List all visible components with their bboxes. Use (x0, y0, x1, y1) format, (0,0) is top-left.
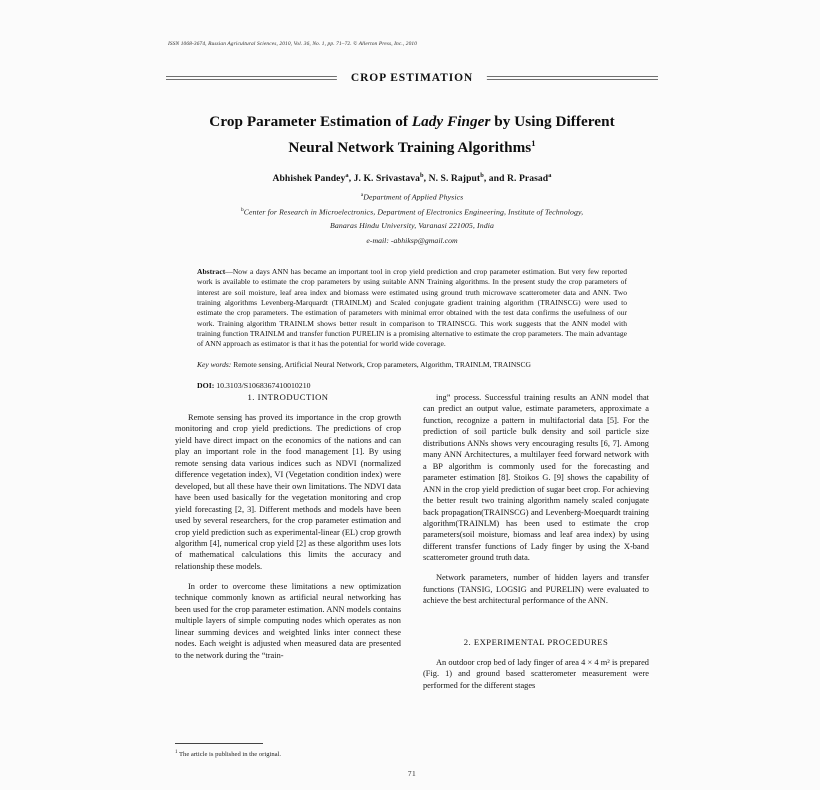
section-banner (166, 67, 658, 89)
doi-line (197, 381, 627, 391)
author-4: R. Prasad (506, 173, 549, 185)
body-columns (175, 392, 649, 691)
keywords-line (197, 360, 627, 370)
affiliation-b (166, 205, 658, 218)
footnote-marker: 1 (175, 750, 178, 755)
affiliation-b-text: Center for Research in Microelectronics, Department of Electronics Engineering, Institute of Technology, (243, 207, 584, 217)
intro-paragraph-2-continued: ing” process. Successful training results an ANN model that can predict an output value, estimate parameters, approximate a function, recognize a pattern in multifactorial data [5]. For the prediction of soil particle bulk density and soil particle size distributions ANNs shows very encouraging results [6, 7]. Among many ANN Architectures, a multilayer feed forward network with a BP algorithm is commonly used for the forecasting and parameter estimation [8]. Stoikos G. [9] shows the capability of ANN in the crop yield prediction of sugar beet crop. For achieving the better result two training algorithm namely scaled conjugate back propagation(TRAINSCG) and Levenberg-Moequardt training algorithm(TRAINLM) has been used to estimate the crop parameters(soil moisture, biomass and leaf area index) by using different transfer functions of Lady finger by using the X-band scatterometer ground truth data. (423, 393, 649, 563)
affiliation-b-marker: b (240, 207, 244, 214)
corresponding-email: e-mail: -abhiksp@gmail.com (366, 235, 458, 245)
left-column (175, 392, 401, 691)
abstract-dash: — (225, 267, 233, 277)
author-4-marker: a (548, 172, 552, 180)
author-list: Abhishek Pandey$^a$, J. K. Srivastava$^b$, N. S. Rajput$^b$, and R. Prasad$^a$ (272, 172, 552, 185)
title-footnote-marker: 1 (531, 137, 536, 148)
title-line-2: Neural Network Training Algorithms (288, 138, 532, 156)
footnote-text (175, 748, 401, 759)
affiliation-a-marker: a (360, 192, 364, 199)
affiliation-a-text: Department of Applied Physics (363, 192, 464, 202)
abstract-text (197, 267, 627, 349)
page-title (166, 112, 658, 158)
right-column (423, 392, 649, 691)
page-content (166, 40, 658, 778)
keywords-text: Remote sensing, Artificial Neural Network, Crop parameters, Algorithm, TRAINLM, TRAINSCG (231, 360, 531, 370)
author-3-marker: b (480, 172, 484, 180)
affiliation-b-line2 (166, 220, 658, 231)
title-italic-term: Lady Finger (411, 113, 491, 130)
title-part-1: Crop Parameter Estimation of (209, 113, 412, 130)
heading-experimental-procedures: 2. EXPERIMENTAL PROCEDURES (463, 636, 609, 647)
abstract-block (197, 267, 627, 391)
intro-paragraph-1: Remote sensing has proved its importance in the crop growth monitoring and crop yield predictions. The predictions of crop yield have direct impact on the economics of the nations and can play an important role in the food management [1]. By using remote sensing data various indices such as NDVI (normalized difference vegetation index), VI (Vegetation condition index) were developed, but all these have their own limitations. The NDVI data have been used basically for the vegetation monitoring and crop yield forecasting [2, 3]. Different methods and models have been used by several researchers, for the crop parameter estimation and crop yield prediction such as experimental-linear (EL) crop growth algorithm [4], numerical crop yield [2] as these algorithm uses lots of mathematical calculations this limits the accuracy and relationship these models. (175, 413, 401, 571)
heading-introduction: 1. INTRODUCTION (247, 392, 329, 402)
footnote-body: The article is published in the original. (177, 751, 282, 759)
section-banner-label: CROP ESTIMATION (337, 67, 487, 89)
author-2-marker: b (419, 172, 424, 180)
affiliation-a (166, 190, 658, 203)
page-footnote (175, 743, 401, 759)
author-3: N. S. Rajput (428, 173, 481, 185)
doi-label: DOI: (197, 380, 215, 390)
title-part-2: by Using Different (490, 113, 615, 130)
affiliation-b-text-line2: Banaras Hindu University, Varanasi 221005, India (330, 221, 494, 231)
page-number: 71 (407, 769, 417, 778)
author-1: Abhishek Pandey (272, 173, 346, 185)
issn-running-head: ISSN 1068-3674, Russian Agricultural Sciences, 2010, Vol. 36, No. 1, pp. 71–72. © Allerton Press, Inc., 2010 (168, 41, 418, 47)
intro-paragraph-2: In order to overcome these limitations a new optimization technique commonly known as artificial neural networking has been used for the crop parameter estimation. ANN models contains multiple layers of simple computing nodes which operates as non linear summing devices and weighted links inter connect these nodes. Each weight is adjusted when measured data are presented to the network during the “train- (175, 581, 401, 660)
intro-paragraph-3: Network parameters, number of hidden layers and transfer functions (TANSIG, LOGSIG and PURELIN) were evaluated to achieve the best architectural performance of the ANN. (423, 573, 649, 606)
author-1-marker: a (345, 172, 349, 180)
keywords-label: Key words: (197, 360, 232, 370)
author-2: J. K. Srivastava (353, 173, 420, 185)
doi-value[interactable]: 10.3103/S1068367410010210 (214, 380, 311, 390)
abstract-body: Now a days ANN has became an important tool in crop yield prediction and crop parameter estimation. But very few reported work is available to estimate the crop parameters by using suitable ANN Training algorithms. In the present study the crop parameters of interest are soil moisture, leaf area index and biomass were estimated using ground truth microwave scatterometer data and ANN. Two training algorithms Levenberg-Marquardt (TRAINLM) and Scaled conjugate gradient training algorithm (TRAINSCG) were used to estimate the crop parameters. The estimation of parameters with minimal error obtained with the test data confirms the usefulness of our work. Training algorithm TRAINLM shows better result in comparison to TRAINSCG. This work suggests that the ANN model with training function TRAINLM and transfer function PURELIN is a promising alternative to estimate the crop parameters. The main advantage of ANN approach as estimator is that it has the potential for world wide coverage. (197, 267, 627, 349)
footnote-rule (175, 743, 263, 744)
experimental-paragraph-1: An outdoor crop bed of lady finger of area 4 × 4 m² is prepared (Fig. 1) and ground based scatterometer measurement were performed for the different stages (423, 657, 649, 690)
abstract-label: Abstract (197, 267, 226, 277)
